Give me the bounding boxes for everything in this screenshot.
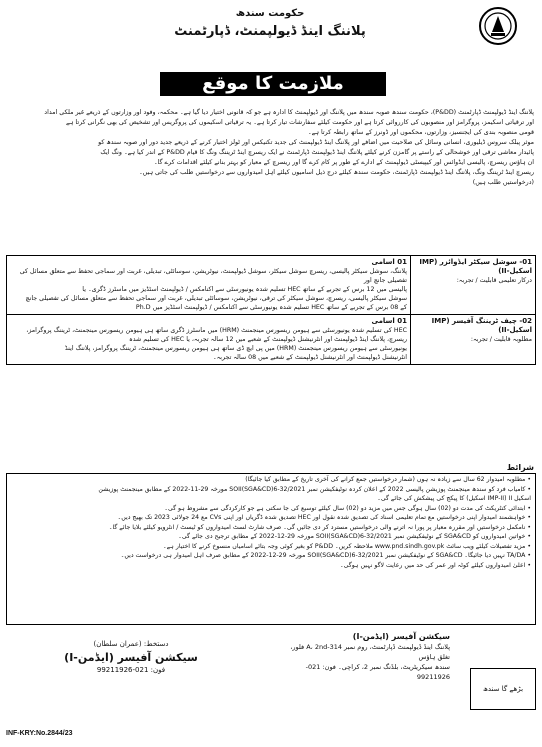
vacancy-count: 01 اسامی bbox=[371, 258, 407, 266]
signatory-title: سیکشن آفیسر (ایڈمن-I) bbox=[64, 651, 198, 664]
position-row bbox=[7, 256, 536, 315]
detail-line: پالیسی میں 12 برس کے تجربے کے ساتھ HEC تسلیم شدہ یونیورسٹی سے اکنامکس / ڈیولپمنٹ اسٹڈیز میں ماسٹرز ڈگری۔ یا bbox=[82, 286, 407, 293]
condition-item: • نامکمل درخواستیں اور مقررہ معیار پر پورا نہ اترنے والی درخواستیں مسترد کر دی جائیں گی۔ صرف شارٹ لسٹ امیدواروں کو ٹیسٹ / انٹرویو کیلئے بلایا جائے گا۔ bbox=[108, 523, 531, 531]
condition-item: • TA/DA نہیں دیا جائیگا۔ SGA&CD کے نوٹیفکیشن نمبر SOII(SGA&CD)6-32/2021 مورخہ 29-12-2022 کے مطابق صرف اہل امیدوار ہی درخواست دیں۔ bbox=[120, 552, 531, 559]
intro-line: پلاننگ اینڈ ڈیولپمنٹ ڈپارٹمنٹ (P&DD)، حکومت سندھ صوبہ سندھ میں پلاننگ اور ڈیولپمنٹ کا ادارہ ہے جو کہ قانونی اختیار دیا گیا ہے۔ محکمہ، وفود اور وزارتوں کے ذریعے غیر ملکی امداد bbox=[44, 109, 534, 116]
condition-item: • مزید تفصیلات کیلئے ویب سائٹ www.pnd.sindh.gov.pk ملاحظہ کریں۔ P&DD کو بغیر کوئی وجہ بتائے اسامیاں منسوخ کرنے کا اختیار ہے۔ bbox=[163, 542, 531, 550]
slogan-stamp: بڑھے گا سندھ bbox=[470, 668, 536, 710]
detail-line: سوشل سیکٹر پالیسی، ریسرچ، سوشل سیکٹر کی ترقی، نیوٹریشن، سوسائٹی تبدیلی، غربت اور سماجی تحفظ سے متعلق مسائل کی تفصیلی جانچ bbox=[25, 295, 407, 302]
signatory-name: دستخط: (عمران سلطان) bbox=[93, 640, 169, 648]
position-title: 01- سوشل سیکٹر ایڈوائزر (IMP اسکیل-II) bbox=[419, 258, 532, 275]
intro-line: ان ہاؤس ریسرچ، پالیسی ایڈوائس اور کیپیسٹی ڈیولپمنٹ کے ادارے کے طور پر کام کرے گا اور ریسرچ کے معیار کو بہتر بنانے کیلئے اقدامات کرے گا۔ bbox=[153, 159, 534, 166]
position-row bbox=[7, 315, 536, 365]
position-title: 02- چیف ٹریننگ آفیسر (IMP اسکیل-II) bbox=[431, 317, 532, 334]
intro-text bbox=[6, 108, 534, 188]
detail-line: انٹرنیشنل ڈیولپمنٹ اور انٹرنیشنل ڈیولپمنٹ کے شعبے میں 08 سالہ تجربہ۔ bbox=[212, 354, 407, 361]
reference-number: INF-KRY:No.2844/23 bbox=[6, 730, 73, 737]
condition-item: • کامیاب فرد کو سندھ مینجمنٹ پوزیشن پالیسی 2022 کے اعلان کردہ نوٹیفکیشن نمبر SOII(SGA&CD)6-32/2021 مورخہ 29-11-2022 کے مطابق مینجمنٹ پوزیشن bbox=[98, 485, 531, 493]
qualification-label: مطلوبہ قابلیت / تجربہ: bbox=[470, 336, 532, 343]
job-opportunity-banner: ملازمت کا موقع bbox=[160, 72, 386, 96]
intro-line: ریسرچ اینڈ ٹریننگ ونگ، پلاننگ اینڈ ڈیولپمنٹ ڈپارٹمنٹ، حکومت سندھ کیلئے درج ذیل اسامیوں کیلئے اہل امیدواروں سے درخواستیں طلب کی جاتی ہیں۔ bbox=[138, 169, 534, 176]
office-address-line: سندھ سیکریٹریٹ، بلڈنگ نمبر 2، کراچی۔ فون: 021-99211926 bbox=[305, 663, 450, 681]
detail-line: پلاننگ، سوشل سیکٹر پالیسی، ریسرچ سوشل سیکٹر، سوشل ڈیولپمنٹ، نیوٹریشن، سوسائٹی، تبدیلی، غربت اور سماجی تحفظ سے متعلق مسائل کی تفصیلی جانچ اور bbox=[19, 268, 407, 284]
conditions-title: شرائط bbox=[506, 463, 534, 472]
condition-item: • خواتین امیدواروں کو SGA&CD کے نوٹیفکیشن نمبر SOII(SGA&CD)6-32/2021 مورخہ 29-12-2022 کے مطابق ترجیح دی جائے گی۔ bbox=[178, 533, 531, 540]
signatory-phone: فون: 021-99211926 bbox=[96, 666, 166, 674]
condition-item: • ابتدائی کنٹریکٹ کی مدت دو (02) سال ہوگی جس میں مزید دو (02) سال کیلئے توسیع کی جا سکتی ہے جو کارکردگی سے مشروط ہو گی۔ bbox=[164, 504, 531, 512]
office-title: سیکشن آفیسر (ایڈمن-I) bbox=[352, 632, 450, 641]
intro-line: اور ترقیاتی اسکیمز، پروگرامز اور منصوبوں کی کارروائی کرتا ہے اور حکومت کیلئے سفارشات تیار کرتا ہے۔ یہ ترقیاتی اسکیموں کی پروگریس اور تشخیص کی بھی نگرانی کرتا ہے bbox=[66, 119, 534, 126]
position-details-cell bbox=[7, 256, 411, 315]
positions-table bbox=[6, 255, 536, 365]
office-address-line: پلاننگ اینڈ ڈیولپمنٹ ڈپارٹمنٹ، روم نمبر 314-A، 2nd فلور، تغلق ہاؤس bbox=[290, 643, 450, 661]
condition-item: اسکیل II (IMP-II اسکیل) کا پیکج کی پیشکش کی جائے گی۔ bbox=[377, 495, 531, 502]
conditions-box bbox=[6, 473, 536, 625]
intro-line: (درخواستیں طلب ہیں) bbox=[472, 179, 534, 186]
signature-block-left bbox=[46, 638, 216, 677]
vacancy-count: 01 اسامی bbox=[371, 317, 407, 325]
intro-line: پائیدار معاشی ترقی اور خوشحالی کے راستے پر گامزن کرنے کیلئے پلاننگ اینڈ ڈیولپمنٹ ڈپارٹمنٹ نے ایک ریسرچ اینڈ ٹریننگ ونگ کا قیام P&DD کے اندر کیا ہے۔ ونگ ایک bbox=[100, 149, 534, 156]
intro-line: موثر پبلک سروس ڈیلیوری، انسانی وسائل کی صلاحیت میں اضافے اور پلاننگ اینڈ ڈیولپمنٹ کی جدید تکنیکس اور ٹولز اختیار کرنے کے ذریعے جدید دور اور صوبہ سندھ کو bbox=[98, 139, 534, 146]
detail-line: HEC کی تسلیم شدہ یونیورسٹی سے ہیومن ریسورس مینجمنٹ (HRM) میں ماسٹرز ڈگری ساتھ ہی ہیومن ریسورس مینجمنٹ، ٹریننگ پروگرامز، bbox=[26, 327, 407, 334]
detail-line: یونیورسٹی سے ہیومن ریسورس مینجمنٹ (HRM) میں پی ایچ ڈی ساتھ ہی ہیومن ریسورس مینجمنٹ، ٹریننگ پروگرامز، پلاننگ اینڈ bbox=[64, 345, 407, 352]
intro-line: قومی منصوبہ بندی کی ایجنسیز، وزارتوں، محکموں اور ڈونرز کے ساتھ رابطہ کرتا ہے۔ bbox=[307, 129, 534, 136]
qualification-label: درکار تعلیمی قابلیت / تجربہ: bbox=[456, 277, 532, 284]
position-details-cell bbox=[7, 315, 411, 365]
detail-line: کے 08 برس کے تجربے کے ساتھ HEC تسلیم شدہ یونیورسٹی سے اکنامکس / ڈیولپمنٹ اسٹڈیز میں Ph.D bbox=[135, 304, 407, 311]
detail-line: ریسرچ، پلاننگ اینڈ ڈیولپمنٹ اور انٹرنیشنل ڈیولپمنٹ کے شعبے میں 12 سالہ تجربہ، یا HEC کی تسلیم شدہ bbox=[129, 336, 407, 343]
condition-item: • مطلوبہ امیدوار 62 سال سے زیادہ نہ ہوں (شمار درخواستیں جمع کرانے کی آخری تاریخ کے مطابق کیا جائیگا) bbox=[245, 476, 531, 483]
position-title-cell bbox=[411, 315, 536, 365]
position-title-cell bbox=[411, 256, 536, 315]
sindh-government-emblem-icon bbox=[478, 4, 518, 48]
govt-title: حکومت سندھ bbox=[235, 8, 305, 19]
condition-item: • اعلیٰ امیدواروں کیلئے کوٹہ اور عمر کی حد میں رعایت لاگو نہیں ہوگی۔ bbox=[339, 561, 531, 569]
signature-block-right bbox=[290, 632, 450, 682]
condition-item: • خواہشمند امیدوار اپنی درخواستیں مع تمام تعلیمی اسناد کی تصدیق شدہ نقول اور HEC تصدیق شدہ ڈگریاں اور اپنی CVs مع 24 جولائی 2023 تک بھیج دیں۔ bbox=[117, 514, 531, 521]
department-title: پلاننگ اینڈ ڈیولپمنٹ، ڈپارٹمنٹ bbox=[174, 24, 366, 39]
